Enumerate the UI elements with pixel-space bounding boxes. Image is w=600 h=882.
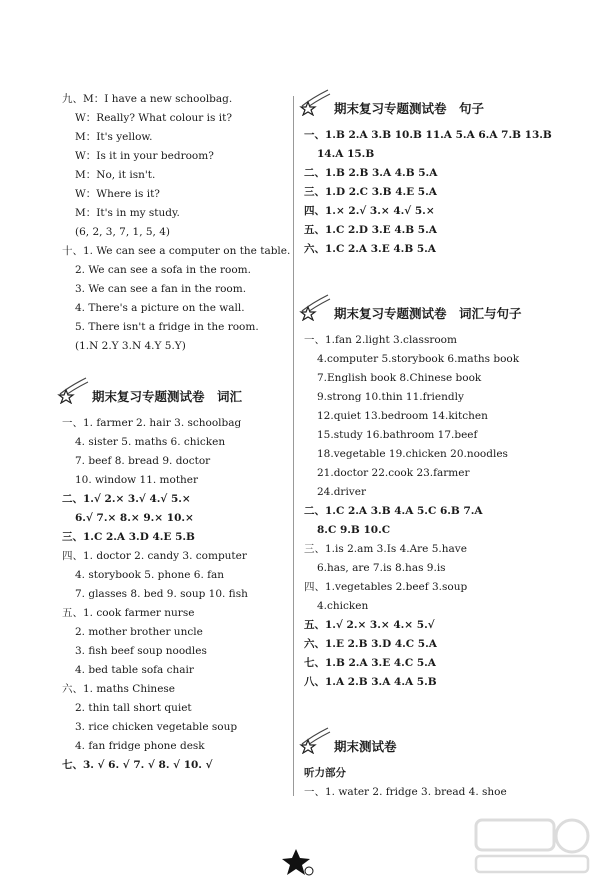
answer-line: 一、1. water 2. fridge 3. bread 4. shoe — [304, 786, 507, 798]
shooting-star-icon — [298, 88, 334, 116]
section-9-head: 九、M：I have a new schoolbag. — [62, 93, 233, 105]
answer-line: 7. glasses 8. bed 9. soup 10. fish — [75, 588, 248, 600]
answer-line: 3. fish beef soup noodles — [75, 645, 207, 657]
answer-line: 一、1.fan 2.light 3.classroom — [304, 334, 457, 346]
section-10-head: 十、1. We can see a computer on the table. — [62, 245, 291, 257]
answer-line: 三、1.D 2.C 3.B 4.E 5.A — [304, 186, 437, 198]
dialog-line: M：No, it isn't. — [75, 169, 156, 181]
answer-line: 4. sister 5. maths 6. chicken — [75, 436, 226, 448]
answer-line: 6.has, are 7.is 8.has 9.is — [317, 562, 446, 574]
answer-line: 12.quiet 13.bedroom 14.kitchen — [317, 410, 488, 422]
answer-line: 6.√ 7.× 8.× 9.× 10.× — [75, 512, 194, 524]
answer-line: 9.strong 10.thin 11.friendly — [317, 391, 464, 403]
section-title-text: 期末复习专题测试卷 词汇与句子 — [334, 306, 522, 321]
column-divider — [293, 96, 294, 796]
answer-line: 四、1. doctor 2. candy 3. computer — [62, 550, 247, 562]
cartoon-star-icon — [282, 847, 318, 877]
answer-line: 六、1.E 2.B 3.D 4.C 5.A — [304, 638, 437, 650]
answer-line: 四、1.× 2.√ 3.× 4.√ 5.× — [304, 205, 435, 217]
subsection-title: 听力部分 — [304, 767, 346, 779]
answer-line: 2. mother brother uncle — [75, 626, 203, 638]
answer-line: 五、1. cook farmer nurse — [62, 607, 195, 619]
order-answer: (6, 2, 3, 7, 1, 5, 4) — [75, 226, 171, 238]
answer-line: 五、1.C 2.D 3.E 4.B 5.A — [304, 224, 437, 236]
answer-line: 七、1.B 2.A 3.E 4.C 5.A — [304, 657, 436, 669]
answer-line: (1.N 2.Y 3.N 4.Y 5.Y) — [75, 340, 186, 352]
answer-line: 一、1. farmer 2. hair 3. schoolbag — [62, 417, 242, 429]
answer-line: 六、1.C 2.A 3.E 4.B 5.A — [304, 243, 436, 255]
answer-line: 七、3. √ 6. √ 7. √ 8. √ 10. √ — [62, 759, 213, 771]
section-title-text: 期末测试卷 — [334, 739, 397, 754]
answer-line: 四、1.vegetables 2.beef 3.soup — [304, 581, 468, 593]
answer-line: 18.vegetable 19.chicken 20.noodles — [317, 448, 508, 460]
dialog-line: M：It's in my study. — [75, 207, 180, 219]
answer-line: 14.A 15.B — [317, 148, 375, 160]
answer-line: 7.English book 8.Chinese book — [317, 372, 482, 384]
answer-line: 六、1. maths Chinese — [62, 683, 176, 695]
answer-line: 8.C 9.B 10.C — [317, 524, 391, 536]
answer-line: 三、1.C 2.A 3.D 4.E 5.B — [62, 531, 195, 543]
section-title-sentence — [304, 94, 554, 124]
section-title-text: 期末复习专题测试卷 句子 — [334, 101, 485, 116]
dialog-line: W：Really? What colour is it? — [75, 112, 232, 124]
answer-line: 21.doctor 22.cook 23.farmer — [317, 467, 470, 479]
answer-line: 24.driver — [317, 486, 366, 498]
answer-line: 4. storybook 5. phone 6. fan — [75, 569, 225, 581]
section-title-vocab-sentence — [304, 299, 554, 329]
watermark-logo — [474, 816, 592, 876]
answer-line: 4. There's a picture on the wall. — [75, 302, 245, 314]
answer-line: 二、1.C 2.A 3.B 4.A 5.C 6.B 7.A — [304, 505, 483, 517]
shooting-star-icon — [298, 726, 334, 754]
right-column — [304, 90, 554, 802]
section-title-final — [304, 732, 554, 762]
shooting-star-icon — [298, 293, 334, 321]
dialog-line: W：Where is it? — [75, 188, 160, 200]
answer-line: 二、1.B 2.B 3.A 4.B 5.A — [304, 167, 438, 179]
answer-line: 五、1.√ 2.× 3.× 4.× 5.√ — [304, 619, 435, 631]
section-title-vocab — [62, 382, 290, 412]
dialog-line: M：It's yellow. — [75, 131, 153, 143]
answer-line: 15.study 16.bathroom 17.beef — [317, 429, 478, 441]
answer-line: 4.computer 5.storybook 6.maths book — [317, 353, 520, 365]
answer-line: 三、1.is 2.am 3.Is 4.Are 5.have — [304, 543, 467, 555]
dialog-line: W：Is it in your bedroom? — [75, 150, 214, 162]
answer-line: 7. beef 8. bread 9. doctor — [75, 455, 211, 467]
shooting-star-icon — [56, 376, 92, 404]
answer-line: 2. thin tall short quiet — [75, 702, 192, 714]
answer-line: 4. fan fridge phone desk — [75, 740, 205, 752]
answer-line: 二、1.√ 2.× 3.√ 4.√ 5.× — [62, 493, 191, 505]
answer-line: 3. rice chicken vegetable soup — [75, 721, 238, 733]
answer-line: 10. window 11. mother — [75, 474, 199, 486]
answer-line: 3. We can see a fan in the room. — [75, 283, 247, 295]
answer-line: 2. We can see a sofa in the room. — [75, 264, 251, 276]
answer-line: 一、1.B 2.A 3.B 10.B 11.A 5.A 6.A 7.B 13.B — [304, 129, 552, 141]
answer-line: 八、1.A 2.B 3.A 4.A 5.B — [304, 676, 437, 688]
answer-line: 4.chicken — [317, 600, 369, 612]
section-title-text: 期末复习专题测试卷 词汇 — [92, 389, 243, 404]
answer-line: 5. There isn't a fridge in the room. — [75, 321, 259, 333]
left-column — [62, 90, 290, 775]
answer-line: 4. bed table sofa chair — [75, 664, 194, 676]
